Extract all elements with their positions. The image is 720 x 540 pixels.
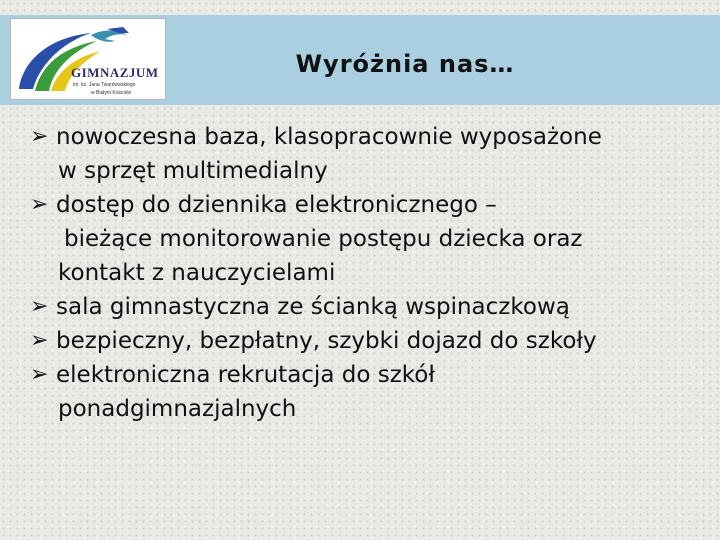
bullet-line: kontakt z nauczycielami	[58, 260, 336, 286]
logo-subtitle-line1: im. ks. Jana Twardowskiego	[73, 82, 136, 88]
arrowhead-bullet-icon: ➢	[30, 362, 49, 387]
arrowhead-bullet-icon: ➢	[30, 124, 49, 149]
bullet-list	[30, 120, 710, 426]
bullet-line: w sprzęt multimedialny	[58, 158, 328, 184]
logo-swoosh-icon	[11, 19, 167, 101]
bullet-line: ponadgimnazjalnych	[58, 396, 297, 422]
bullet-line: elektroniczna rekrutacja do szkół	[56, 362, 435, 388]
bullet-line: nowoczesna baza, klasopracownie wyposażone	[56, 124, 602, 150]
bullet-item	[30, 358, 710, 426]
arrowhead-bullet-icon: ➢	[30, 294, 49, 319]
slide-title: Wyróżnia nas…	[295, 50, 515, 78]
logo-name: GIMNAZJUM	[71, 65, 159, 80]
bullet-item	[30, 324, 710, 358]
arrowhead-bullet-icon: ➢	[30, 192, 49, 217]
bullet-item	[30, 120, 710, 188]
logo-subtitle-line2: w Białym Kościele	[91, 90, 132, 96]
bullet-item	[30, 188, 710, 290]
school-logo	[10, 18, 166, 100]
bullet-item	[30, 290, 710, 324]
bullet-line: dostęp do dziennika elektronicznego –	[56, 192, 497, 218]
bullet-line: bezpieczny, bezpłatny, szybki dojazd do szkoły	[56, 328, 597, 354]
bullet-line: bieżące monitorowanie postępu dziecka oraz	[64, 226, 583, 252]
arrowhead-bullet-icon: ➢	[30, 328, 49, 353]
bullet-line: sala gimnastyczna ze ścianką wspinaczkową	[56, 294, 570, 320]
